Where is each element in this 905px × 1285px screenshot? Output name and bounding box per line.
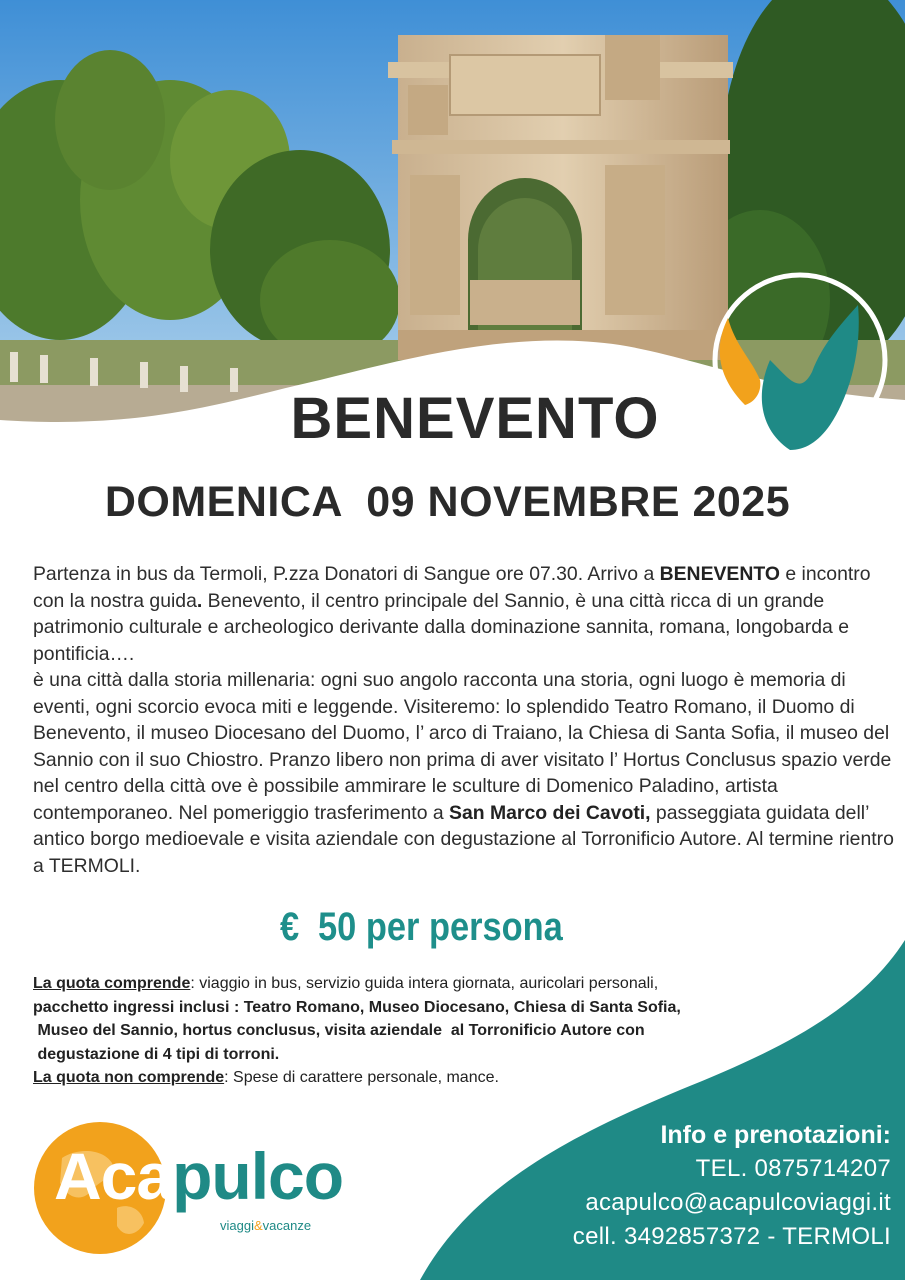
logo-tagline-a: viaggi	[220, 1218, 254, 1233]
contact-email[interactable]: acapulco@acapulcoviaggi.it	[585, 1189, 891, 1216]
desc-bold-city: BENEVENTO	[659, 563, 780, 585]
quota-includes-label: La quota comprende	[33, 975, 191, 992]
quota-details	[33, 972, 833, 1090]
desc-bold-dot: .	[196, 589, 203, 612]
quota-includes-bold-2	[33, 1019, 833, 1043]
quota-includes-text: : viaggio in bus, servizio guida intera giornata, auricolari personali,	[190, 975, 659, 992]
desc-text: è una città dalla storia millenaria: ogni suo angolo racconta una storia, ogni luogo è memoria di eventi, ogni scorcio evoca miti e leggende. Visiteremo: lo splendido Teatro Romano, il Duomo di Benevento, il museo Diocesano del Duomo, l’ arco di Traiano, la Chiesa di Santa Sofia, il museo del Sannio con il suo Chiostro. Pranzo libero non prima di aver visitato l’ Hortus Conclusus spazio verde nel centro della città ove è possibile ammirare le sculture di Domenico Paladino, artista contemporaneo. Nel pomeriggio trasferimento a	[33, 669, 892, 824]
quota-excludes-text: : Spese di carattere personale, mance.	[224, 1069, 499, 1086]
logo-text-part1: Aca	[54, 1139, 173, 1213]
acapulco-logo	[32, 1118, 362, 1258]
trip-description	[33, 561, 903, 879]
desc-text: Partenza in bus da Termoli, P.zza Donatori di Sangue ore 07.30. Arrivo a	[33, 563, 660, 585]
quota-bold-text: Museo del Sannio, hortus conclusus, visita aziendale al Torronificio Autore con	[33, 1022, 645, 1039]
desc-text: e incontro con la nostra guida	[33, 563, 871, 612]
quota-includes-line	[33, 972, 833, 996]
quota-bold-text: degustazione di 4 tipi di torroni.	[33, 1045, 280, 1063]
destination-title: BENEVENTO	[290, 386, 660, 451]
quota-excludes-line	[33, 1066, 833, 1090]
price-unit: per persona	[365, 905, 563, 949]
contact-cell[interactable]: cell. 3492857372 - TERMOLI	[572, 1223, 891, 1250]
quota-includes-bold-1	[33, 996, 833, 1020]
desc-bold-place: San Marco dei Cavoti,	[449, 801, 651, 824]
logo-tagline-b: vacanze	[262, 1218, 312, 1233]
description-paragraph-2	[33, 667, 903, 879]
quota-includes-bold-3	[33, 1043, 833, 1067]
logo-tagline-amp: &	[253, 1218, 263, 1233]
description-paragraph-1	[33, 561, 903, 667]
contact-tel[interactable]: TEL. 0875714207	[695, 1155, 891, 1182]
logo-wordmark	[54, 1138, 343, 1214]
quota-bold-text: pacchetto ingressi inclusi : Teatro Romano, Museo Diocesano, Chiesa di Santa Sofia,	[33, 998, 681, 1016]
price-amount: 50	[318, 905, 357, 949]
desc-text: Benevento, il centro principale del Sannio, è una città ricca di un grande patrimonio culturale e archeologico derivante dalla dominazione sannita, romana, longobarda e pontificia….	[33, 589, 849, 665]
euro-symbol: €	[280, 905, 300, 949]
contact-info	[573, 1118, 891, 1254]
contact-title: Info e prenotazioni:	[660, 1121, 891, 1149]
logo-tagline	[220, 1218, 311, 1233]
logo-text-part2: pulco	[172, 1139, 344, 1213]
desc-text: passeggiata guidata dell’ antico borgo medioevale e visita aziendale con degustazione al Torronificio Autore. Al termine rientro a TERMOLI.	[33, 801, 894, 877]
event-date: DOMENICA 09 NOVEMBRE 2025	[104, 478, 791, 526]
quota-excludes-label: La quota non comprende	[33, 1069, 225, 1086]
